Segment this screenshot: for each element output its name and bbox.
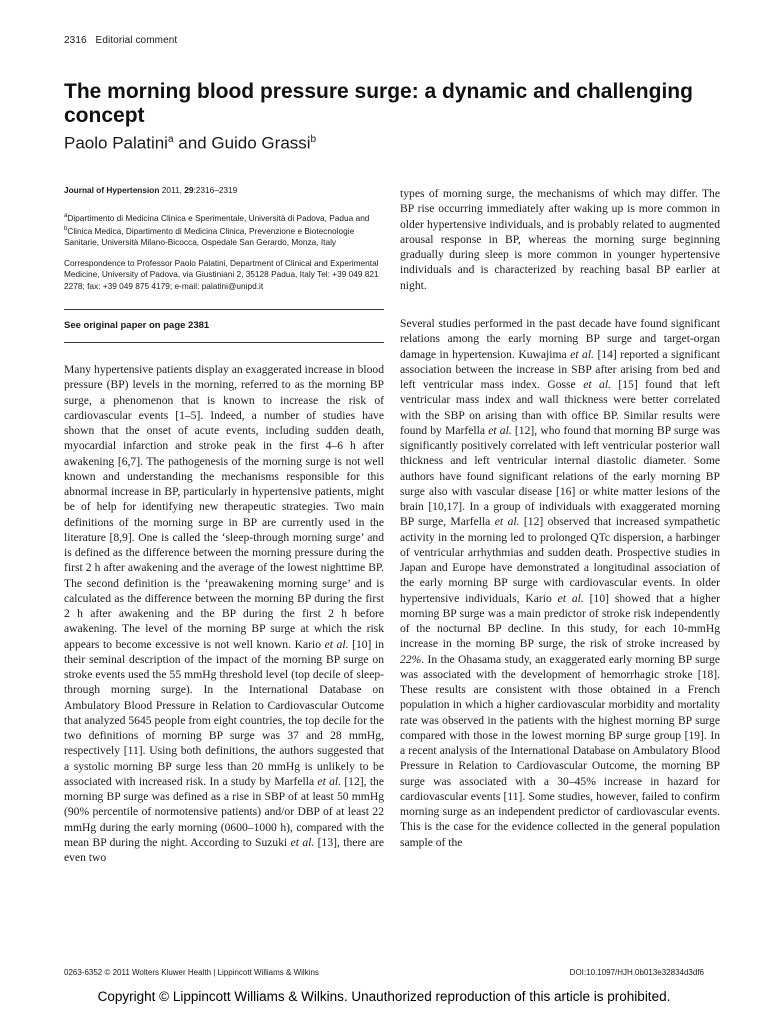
italic-text: et al. — [557, 591, 584, 605]
body-text: [15] found that left ventricular mass index and wall thickness were better correlated with the SBP on arising than with office BP. Similar results were found by Marfella — [400, 378, 720, 437]
journal-pages: :2316–2319 — [193, 185, 238, 195]
affiliation-a: Dipartimento di Medicina Clinica e Sperimentale, Università di Padova, Padua and — [67, 212, 370, 223]
affiliation-marker: b — [64, 225, 68, 232]
body-paragraph — [64, 362, 384, 865]
journal-name: Journal of Hypertension — [64, 185, 160, 195]
journal-year: 2011, — [159, 185, 185, 195]
italic-text: et al. — [583, 378, 611, 391]
affiliation-b: Clinica Medica, Dipartimento di Medicina Clinica, Prevenzione e Biotecnologie Sanitarie, Università Milano-Bicocca, Ospedale San Gerardo, Monza, Italy — [64, 225, 355, 248]
body-text: [12] observed that increased sympathetic activity in the morning led to prolonged QTc dispersion, a harbinger of ventricular arrhythmias and sudden death. Prospective studies in Japan and Europe have demonstrated a longitudinal association of the early morning BP surge with cardiovascular events. In older hypertensive individuals, Kario — [400, 515, 720, 605]
page-number: 2316 — [64, 35, 87, 46]
body-column-right — [400, 316, 720, 850]
affiliations — [64, 211, 384, 249]
italic-text: et al. — [317, 774, 342, 788]
italic-text: et al. — [570, 347, 594, 361]
author-name: Paolo Palatini — [64, 133, 168, 153]
section-label: Editorial comment — [95, 35, 178, 46]
copyright-notice: Copyright © Lippincott Williams & Wilkins. Unauthorized reproduction of this article is prohibited. — [97, 989, 671, 1004]
body-text: . In the Ohasama study, an exaggerated early morning BP surge was associated with the development of hemorrhagic stroke [18]. These results are consistent with those obtained in a French population in which a higher cardiovascular morbidity and mortality rate was observed in the patients with the highest morning BP surge compared with those in the lowest morning BP surge group [19]. In a recent analysis of the International Database on Ambulatory Blood Pressure in Relation to Cardiovascular Outcome, the morning BP surge was associated with a 30–45% increase in hazard for cardiovascular events [11]. Some studies, however, failed to confirm morning surge as an independent predictor of cardiovascular events. This is the case for the evidence collected in the general population sample of the — [400, 652, 720, 849]
italic-text: et al. — [324, 637, 349, 651]
italic-text: 22% — [400, 652, 422, 666]
see-original-link[interactable]: See original paper on page 2381 — [64, 320, 210, 331]
affiliation-marker: a — [167, 134, 174, 145]
affiliation-marker: b — [310, 134, 317, 145]
italic-text: et al. — [488, 423, 512, 437]
body-text: [13], there are even two — [64, 835, 384, 864]
body-text: [12], who found that morning BP surge was significantly positively correlated with left ventricular posterior wall thickness and left ventricular internal diastolic diameter. Some authors have found significant relations of the early morning BP surge also with vascular disease [16] or white matter lesions of the brain [10,17]. In a group of individuals with exaggerated morning BP surge, Marfella — [400, 423, 720, 529]
divider — [64, 342, 384, 343]
affiliation-marker: a — [64, 212, 68, 219]
body-paragraph — [400, 316, 720, 850]
running-header — [64, 35, 177, 46]
body-text: Many hypertensive patients display an exaggerated increase in blood pressure (BP) levels in the morning, referred to as the morning BP surge, a phenomenon that is known to increase the risk of cardiovascular events [1–5]. Indeed, a number of studies have shown that the onset of acute events, including sudden death, myocardial infarction and stroke peak in the first 4–6 h after awakening [6,7]. The pathogenesis of the morning surge is not well known and understanding the mechanisms responsible for this abnormal increase in BP, particularly in hypertensive patients, might be of help for identifying new therapeutic strategies. Two main definitions of the morning surge in BP are currently used in the literature [8,9]. One is called the ‘sleep-through morning surge’ and is defined as the difference between the morning pressure during the first 2 h after awakening and the average of the lowest nighttime BP. The second definition is the ‘preawakening morning surge’ and is calculated as the difference between the morning BP during the first 2 h after awakening and the BP during the first 2 h before awakening. The level of the morning BP surge at which the risk appears to become excessive is not well known. Kario — [64, 363, 384, 651]
author-name: Guido Grassi — [211, 133, 311, 153]
correspondence: Correspondence to Professor Paolo Palatini, Department of Clinical and Experimental Medicine, University of Padova, via Giustiniani 2, 35128 Padua, Italy Tel: +39 049 821 2278; fax: +39 049 875 4179; e-mail: palatini@unipd.it — [64, 257, 379, 291]
divider — [64, 309, 384, 310]
footer-doi[interactable]: DOI:10.1097/HJH.0b013e32834d3df6 — [569, 968, 704, 977]
body-paragraph: types of morning surge, the mechanisms of which may differ. The BP rise occurring immediately after waking up is more common in older hypertensive individuals, and is probably related to augmented arousal response in BP, whereas the morning surge beginning gradually during sleep is more common in younger hypertensive individuals and is characterized by reaching basal BP earlier at night. — [400, 187, 720, 292]
front-matter — [64, 185, 384, 292]
italic-text: et al. — [494, 515, 520, 529]
body-text: [10] in their seminal description of the impact of the morning BP surge on stroke events used the 55 mmHg threshold level (top decile of sleep-through morning surge). In the International Database on Ambulatory Blood Pressure in Relation to Cardiovascular Outcome that analyzed 5645 people from eight countries, the top decile for the two definitions of morning BP surge was 37 and 28 mmHg, respectively [11]. Using both definitions, the authors suggested that a systolic morning BP surge less than 20 mmHg is unlikely to be associated with increased risk. In a study by Marfella — [64, 637, 385, 788]
footer-issn: 0263-6352 © 2011 Wolters Kluwer Health | Lippincott Williams & Wilkins — [64, 968, 319, 977]
body-text: [14] reported a significant association between the increase in SBP after arising from bed and left ventricular mass index. Gosse — [400, 347, 721, 391]
body-text: [12], the morning BP surge was defined as a rise in SBP of at least 50 mmHg (90% percentile of normotensive patients) and/or DBP of at least 22 mmHg during the early morning (0600–1000 h), compared with the mean BP during the night. According to Suzuki — [64, 774, 384, 849]
italic-text: et al. — [290, 835, 315, 849]
body-text: [10] showed that a higher morning BP surge was a main predictor of stroke risk independently of the nocturnal BP decline. In this study, for each 10-mmHg increase in the morning BP surge, the risk of stroke increased by — [400, 591, 720, 651]
author-list — [64, 130, 316, 154]
author-conjunction: and — [173, 133, 212, 153]
article-title: The morning blood pressure surge: a dynamic and challenging concept — [64, 80, 693, 127]
body-text: Several studies performed in the past decade have found significant relations among the early morning BP surge and target-organ damage in hypertension. Kuwajima — [400, 317, 720, 361]
body-column-right-top — [400, 186, 720, 293]
journal-volume: 29 — [184, 185, 194, 195]
journal-citation — [64, 185, 384, 197]
body-column-left — [64, 362, 384, 865]
